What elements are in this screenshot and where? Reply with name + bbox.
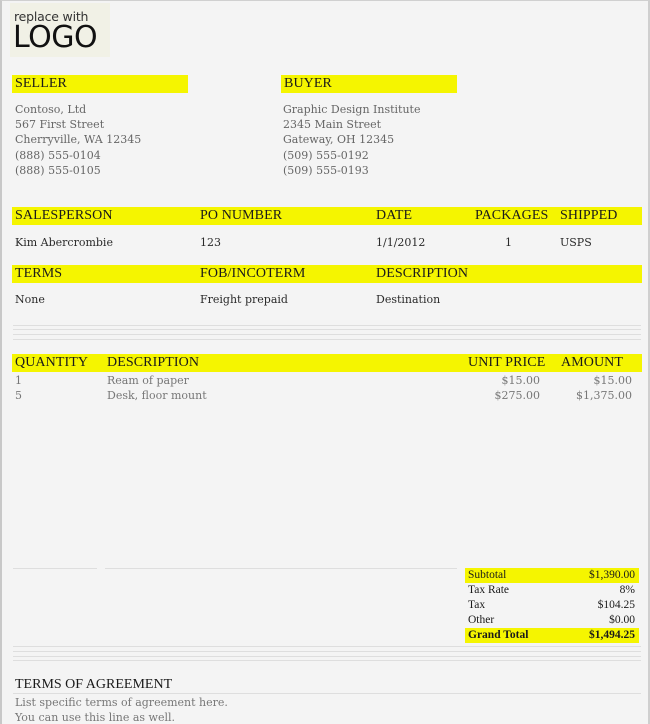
agreement-heading: TERMS OF AGREEMENT (15, 677, 173, 692)
col-packages: PACKAGES (475, 208, 549, 223)
separator-line (13, 334, 641, 335)
buyer-city: Gateway, OH 12345 (283, 133, 395, 147)
col-fob: FOB/INCOTERM (200, 266, 306, 281)
col-unit-price: UNIT PRICE (468, 355, 546, 370)
col-quantity: QUANTITY (15, 355, 89, 370)
fob-value: Freight prepaid (200, 293, 288, 306)
tax-row (465, 598, 639, 613)
other-label: Other (468, 614, 495, 626)
order-info-header (12, 207, 642, 225)
date-value: 1/1/2012 (376, 236, 426, 249)
buyer-fax: (509) 555-0193 (283, 163, 369, 177)
col-description: DESCRIPTION (376, 266, 469, 281)
item-quantity: 5 (15, 389, 22, 402)
col-item-description: DESCRIPTION (107, 355, 200, 370)
tax-value: $104.25 (597, 599, 635, 611)
terms-value: None (15, 293, 45, 306)
grand-total-label: Grand Total (468, 629, 529, 641)
logo-placeholder (10, 3, 110, 57)
other-value: $0.00 (609, 614, 635, 626)
item-description: Ream of paper (107, 374, 189, 387)
separator-line (13, 660, 641, 661)
col-po-number: PO NUMBER (200, 208, 283, 223)
other-row (465, 613, 639, 628)
subtotal-value: $1,390.00 (589, 569, 635, 581)
seller-street: 567 First Street (15, 118, 105, 132)
item-description: Desk, floor mount (107, 389, 207, 402)
separator-line (13, 646, 641, 647)
buyer-heading: BUYER (284, 76, 332, 91)
line-items-header (12, 354, 642, 372)
col-shipped: SHIPPED (560, 208, 618, 223)
totals-table (465, 568, 639, 643)
buyer-phone: (509) 555-0192 (283, 148, 369, 162)
separator-line (13, 339, 641, 340)
tax-rate-value: 8% (619, 584, 635, 596)
grand-total-row (465, 628, 639, 643)
seller-phone: (888) 555-0104 (15, 148, 101, 162)
col-salesperson: SALESPERSON (15, 208, 113, 223)
col-date: DATE (376, 208, 413, 223)
shipped-value: USPS (560, 236, 592, 249)
buyer-company: Graphic Design Institute (283, 103, 421, 116)
agreement-divider (13, 693, 641, 694)
item-amount: $1,375.00 (576, 389, 632, 402)
buyer-address (283, 102, 420, 178)
seller-header (12, 75, 188, 93)
col-amount: AMOUNT (561, 355, 624, 370)
separator-line (13, 329, 641, 330)
agreement-line-2: You can use this line as well. (15, 711, 175, 724)
subtotal-label: Subtotal (468, 569, 507, 581)
grand-total-value: $1,494.25 (589, 629, 635, 641)
item-unit-price: $15.00 (501, 374, 540, 387)
buyer-header (281, 75, 457, 93)
signature-line (13, 568, 97, 569)
col-terms: TERMS (15, 266, 63, 281)
subtotal-row (465, 568, 639, 583)
item-quantity: 1 (15, 374, 22, 387)
seller-city: Cherryville, WA 12345 (15, 133, 142, 147)
salesperson-value: Kim Abercrombie (15, 236, 113, 249)
signature-line (105, 568, 457, 569)
logo-text: LOGO (13, 20, 98, 55)
separator-line (13, 325, 641, 326)
tax-label: Tax (468, 599, 486, 611)
seller-company: Contoso, Ltd (15, 103, 87, 116)
seller-address (15, 102, 141, 178)
item-unit-price: $275.00 (494, 389, 540, 402)
description-value: Destination (376, 293, 441, 306)
buyer-street: 2345 Main Street (283, 118, 382, 132)
po-number-value: 123 (200, 236, 221, 249)
separator-line (13, 656, 641, 657)
tax-rate-label: Tax Rate (468, 584, 510, 596)
seller-heading: SELLER (15, 76, 67, 91)
terms-info-header (12, 265, 642, 283)
item-amount: $15.00 (593, 374, 632, 387)
agreement-line-1: List specific terms of agreement here. (15, 696, 228, 709)
tax-rate-row (465, 583, 639, 598)
seller-fax: (888) 555-0105 (15, 163, 101, 177)
logo-caption: replace with (14, 9, 89, 24)
packages-value: 1 (505, 236, 512, 249)
separator-line (13, 651, 641, 652)
